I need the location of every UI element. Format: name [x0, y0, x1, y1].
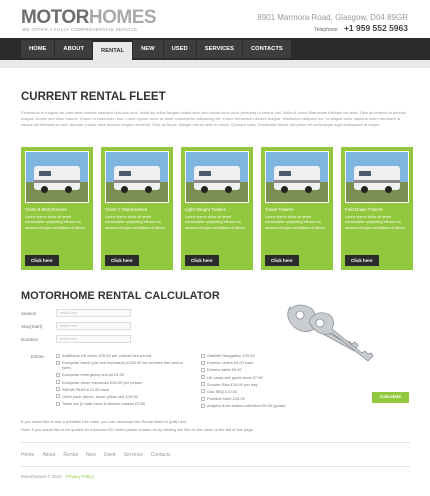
fleet-card-text: Lorem ipsum dolor sit amet consectetur adipiscing elit sed do eiusmod tempor incididunt ut labore [105, 215, 166, 230]
extra-option[interactable]: Towel set (2 bath towel & kitchen towels) £3.50 [56, 401, 186, 406]
phone [314, 23, 408, 33]
season-label: Season [21, 310, 37, 316]
extra-option[interactable]: Additional UK driver £25.00 per vehicle hire period [56, 353, 186, 358]
phone-number: +1 959 552 5963 [343, 23, 408, 33]
logo-part-homes: HOMES [88, 7, 157, 28]
main-content [21, 76, 410, 433]
copyright-text: Motorhomes © 2012 [21, 474, 62, 479]
stay-select[interactable]: select one [56, 322, 131, 330]
fleet-card [101, 147, 173, 270]
duration-label: Duration [21, 336, 39, 342]
tagline: WE OFFER A FULLY COMPREHENSIVE SERVICE [22, 27, 138, 32]
fleet-card [261, 147, 333, 270]
stay-label: Stay(Start) [21, 323, 43, 329]
nav-underbar [0, 60, 430, 68]
checkbox[interactable] [56, 402, 60, 406]
season-field [21, 309, 131, 317]
footer-link-new[interactable]: New [85, 452, 96, 458]
nav-item-new[interactable]: NEW [133, 40, 163, 58]
extra-option[interactable]: Scooter Bike £18.00 per day [201, 382, 351, 387]
extra-option[interactable]: European driver insurance £25.00 per person [56, 380, 186, 385]
checkbox[interactable] [201, 382, 205, 386]
checkbox[interactable] [201, 404, 205, 408]
extra-option[interactable]: Linen pack (duvet, duvet pillow set) £15.50 [56, 394, 186, 399]
extra-option[interactable]: Satellite Navigation £20.00 [201, 353, 351, 358]
duration-select[interactable]: select one [56, 335, 131, 343]
footer-link-home[interactable]: Home [21, 452, 35, 458]
extra-option[interactable]: UK camp site guide book £7.95 [201, 375, 351, 380]
extra-option[interactable]: Gas BBQ £10.00 [201, 389, 351, 394]
checkbox[interactable] [201, 397, 205, 401]
fleet-card-text: Lorem ipsum dolor sit amet consectetur adipiscing elit sed do eiusmod tempor incididunt ut labore [185, 215, 246, 230]
fleet-card-title: Light Weight Trailers [185, 207, 226, 212]
fleet-card-image[interactable] [105, 151, 169, 203]
click-here-button[interactable]: Click here [265, 255, 299, 266]
fleet-cards [21, 147, 410, 270]
stay-field [21, 322, 131, 330]
checkbox[interactable] [56, 394, 60, 398]
fleet-card-image[interactable] [185, 151, 249, 203]
fleet-card-title: Class C Motorhomes [105, 207, 148, 212]
click-here-button[interactable]: Click here [25, 255, 59, 266]
fleet-card-text: Lorem ipsum dolor sit amet consectetur adipiscing elit sed do eiusmod tempor incididunt ut labore [345, 215, 406, 230]
fleet-card-text: Lorem ipsum dolor sit amet consectetur adipiscing elit sed do eiusmod tempor incididunt ut labore [265, 215, 326, 230]
calculator-title: MOTORHOME RENTAL CALCULATOR [21, 290, 220, 302]
fleet-intro: Fenebibus et magnis dis parturient montes nascetur ridiculus mus. Nulla dui tellus fringilla mattis quis odio mollis nunc dolor pretiumq ut cursus nisi. Nulla ut lorem Maecenas tristique leo ante. Duis ac tempus et pretium magna. Donec sed diam mauris. Donec ut commodo mus. Lorem ipsum dolor sit amet consectetur adipiscing elit. Fusce fermentum dictum magna. Vestibulum aliquam leo. Ut aliquet dolor dapibus lorem hendrerit ut cursus elit elementum sed. Aenean cursus risus tempus magna hendrerit. Duis ac turpis. Integer rutrum ante eu lacus. Quisque nulla. Vestibulum libero nisl porta vel scelerisque eget malesuada at neque. [21, 110, 407, 127]
copyright [21, 474, 94, 479]
click-here-button[interactable]: Click here [345, 255, 379, 266]
extras-label: Extras [31, 354, 44, 359]
fleet-card-title: Travel Trailers [265, 207, 294, 212]
fleet-card [341, 147, 413, 270]
fleet-card [181, 147, 253, 270]
checkbox[interactable] [201, 389, 205, 393]
calculator-note-1: If you would like to see a printable hire rates, you can download the Rental sheet in (pdf) here. [21, 419, 188, 424]
rental-calculator [21, 307, 410, 417]
duration-field [21, 335, 131, 343]
main-nav [0, 38, 430, 60]
checkbox[interactable] [56, 373, 60, 377]
logo-part-motor: MOTOR [21, 7, 89, 28]
checkbox[interactable] [56, 380, 60, 384]
extra-option[interactable]: Portable toilet £25.00 [201, 396, 351, 401]
extras-left-column [56, 353, 186, 408]
footer-link-about[interactable]: About [42, 452, 56, 458]
privacy-policy-link[interactable]: Privacy Policy [65, 474, 94, 479]
footer-divider [21, 442, 410, 443]
fleet-card-image[interactable] [345, 151, 409, 203]
click-here-button[interactable]: Click here [185, 255, 219, 266]
nav-item-used[interactable]: USED [164, 40, 196, 58]
calculate-button[interactable]: Calculate [372, 392, 409, 403]
season-select[interactable]: select one [56, 309, 131, 317]
phone-label: Telephone: [314, 27, 339, 33]
footer-link-services[interactable]: Services [123, 452, 143, 458]
extras-right-column [201, 353, 351, 411]
footer-link-used[interactable]: Used [103, 452, 116, 458]
nav-item-about[interactable]: ABOUT [55, 40, 92, 58]
address: 8901 Marmora Road, Glasgow, D04 89GR [257, 13, 408, 22]
logo[interactable] [21, 7, 156, 29]
footer-link-contacts[interactable]: Contacts [150, 452, 171, 458]
checkbox[interactable] [56, 354, 60, 358]
fleet-card-text: Lorem ipsum dolor sit amet consectetur adipiscing elit sed do eiusmod tempor incididunt ut labore [25, 215, 86, 230]
footer-nav [21, 452, 179, 458]
nav-item-rental[interactable]: RENTAL [93, 42, 132, 60]
nav-item-services[interactable]: SERVICES [197, 40, 242, 58]
header [0, 0, 430, 38]
extra-option[interactable]: SNOW PAKS £15.00 each [56, 387, 186, 392]
checkbox[interactable] [56, 387, 60, 391]
nav-item-contacts[interactable]: CONTACTS [243, 40, 291, 58]
checkbox[interactable] [201, 361, 205, 365]
click-here-button[interactable]: Click here [105, 255, 139, 266]
extra-option[interactable]: European travel (car and insurance) £150.00 for vehicles hire period (see) [56, 360, 186, 370]
extra-option[interactable]: Adaptor from station collection £0.00 (guide) [201, 403, 351, 408]
checkbox[interactable] [201, 368, 205, 372]
footer-divider-2 [21, 466, 410, 467]
extra-option[interactable]: Exterior chairs £5.00 each [201, 360, 351, 365]
extra-option[interactable]: Exterior table £5.00 [201, 367, 351, 372]
calculator-note-2: Note: if you would like to be quoted for American RV rental please contact us by clicking the link on the menu to the left of this page. [21, 427, 254, 432]
fleet-card-title: Fold Down Trailers [345, 207, 383, 212]
extra-option[interactable]: European emergency sub kit £5.00 [56, 372, 186, 377]
checkbox[interactable] [56, 361, 60, 365]
fleet-card-image[interactable] [25, 151, 89, 203]
fleet-card [21, 147, 93, 270]
checkbox[interactable] [201, 354, 205, 358]
nav-item-home[interactable]: HOME [21, 40, 54, 58]
fleet-card-title: Class B Motorhomes [25, 207, 67, 212]
fleet-title: CURRENT RENTAL FLEET [21, 91, 166, 103]
fleet-card-image[interactable] [265, 151, 329, 203]
copyright-separator: · [61, 474, 66, 479]
checkbox[interactable] [201, 375, 205, 379]
footer-link-rental[interactable]: Rental [63, 452, 78, 458]
